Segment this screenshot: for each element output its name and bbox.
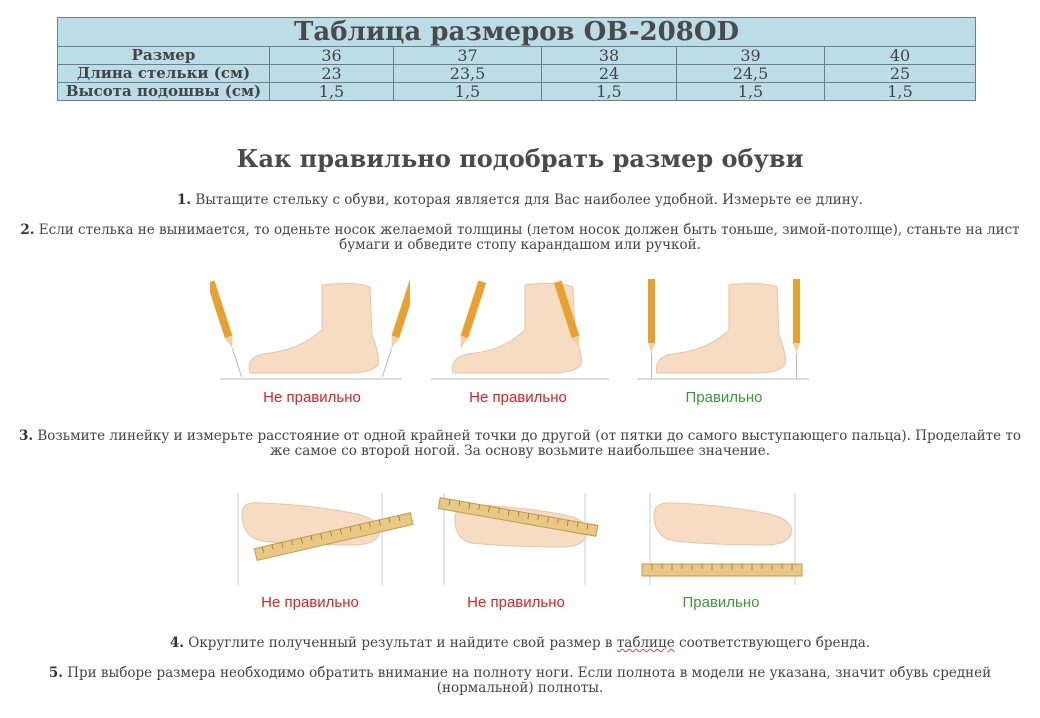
row-label-sole: Высота подошвы (см)	[58, 83, 270, 101]
step-4	[0, 636, 1040, 651]
step-text: бумаги и обведите стопу карандашом или ручкой.	[339, 237, 701, 253]
step-text: соответствующего бренда.	[679, 635, 871, 651]
step-number: 2.	[20, 222, 35, 238]
ruler-illustration-wrong-1	[232, 493, 417, 588]
step-1	[0, 193, 1040, 208]
caption-right: Правильно	[682, 594, 760, 611]
sole-cell: 1,5	[825, 83, 976, 101]
caption-wrong: Не правильно	[263, 389, 361, 406]
step-text: Вытащите стельку с обуви, которая является для Вас наиболее удобной. Измерьте ее длину.	[195, 192, 864, 208]
step-text: (нормальной) полноты.	[436, 680, 604, 696]
size-cell: 39	[677, 47, 825, 65]
size-cell: 37	[394, 47, 542, 65]
insole-cell: 24,5	[677, 65, 825, 83]
insole-cell: 23	[270, 65, 394, 83]
sole-cell: 1,5	[270, 83, 394, 101]
step-text: Если стелька не вынимается, то оденьте носок желаемой толщины (летом носок должен быть тоньше, зимой-потолще), станьте на лист	[38, 222, 1020, 238]
step-number: 4.	[169, 635, 184, 651]
step-number: 3.	[18, 428, 34, 444]
table-row	[58, 47, 976, 65]
pencil-illustration-wrong-2	[425, 275, 615, 385]
caption-wrong: Не правильно	[261, 594, 359, 611]
ruler-illustration-wrong-2	[435, 493, 600, 588]
step-3	[0, 429, 1040, 459]
step-5	[0, 666, 1040, 696]
step-text: Округлите полученный результат и найдите свой размер в	[188, 635, 613, 651]
table-reference: таблице	[616, 635, 675, 651]
insole-cell: 24	[542, 65, 677, 83]
insole-cell: 25	[825, 65, 976, 83]
size-cell: 38	[542, 47, 677, 65]
row-label-size: Размер	[58, 47, 270, 65]
table-title: Таблица размеров OB-208OD	[58, 18, 976, 47]
step-number: 5.	[48, 665, 63, 681]
step-text: При выборе размера необходимо обратить внимание на полноту ноги. Если полнота в модели не указана, значит обувь средней	[67, 665, 992, 681]
step-number: 1.	[176, 192, 192, 208]
caption-wrong: Не правильно	[469, 389, 567, 406]
pencil-illustration-wrong-1	[210, 275, 410, 385]
caption-right: Правильно	[685, 389, 763, 406]
size-cell: 40	[825, 47, 976, 65]
sole-cell: 1,5	[677, 83, 825, 101]
step-2	[0, 223, 1040, 253]
ruler-illustration-right	[640, 493, 805, 588]
step-text: же самое со второй ногой. За основу возьмите наибольшее значение.	[269, 443, 771, 459]
pencil-illustration-right	[633, 275, 813, 385]
size-table	[57, 17, 976, 101]
sole-cell: 1,5	[394, 83, 542, 101]
step-text: Возьмите линейку и измерьте расстояние от одной крайней точки до другой (от пятки до самого выступающего пальца). Проделайте то	[37, 428, 1022, 444]
guide-heading: Как правильно подобрать размер обуви	[236, 144, 804, 173]
caption-wrong: Не правильно	[467, 594, 565, 611]
size-cell: 36	[270, 47, 394, 65]
table-row	[58, 65, 976, 83]
table-row	[58, 83, 976, 101]
sole-cell: 1,5	[542, 83, 677, 101]
row-label-insole: Длина стельки (см)	[58, 65, 270, 83]
insole-cell: 23,5	[394, 65, 542, 83]
